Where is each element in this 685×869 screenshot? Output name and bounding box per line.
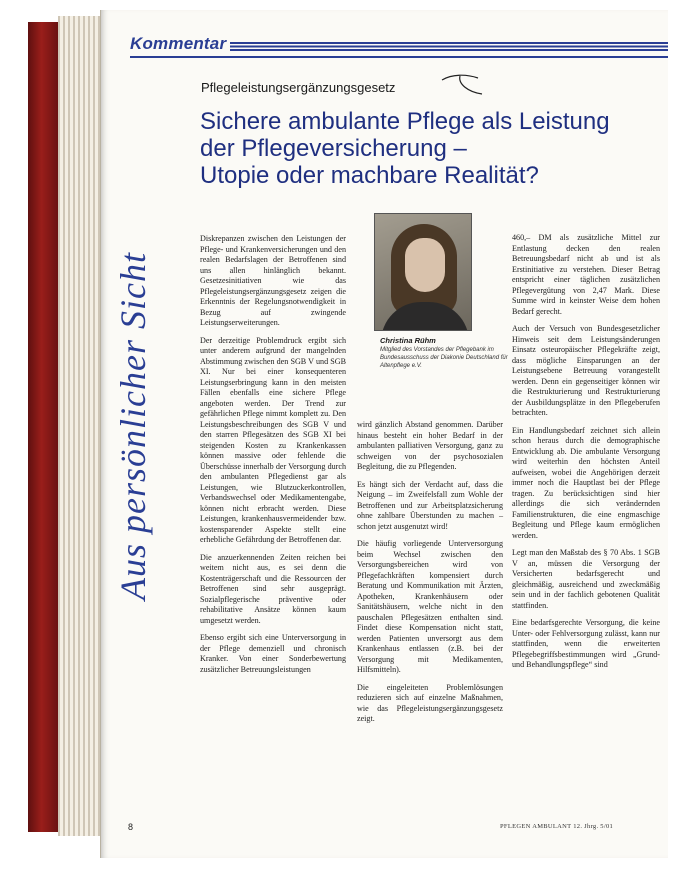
paragraph: 460,– DM als zusätzliche Mittel zur Entlastung decken den realen Betreuungsbedarf nicht ab und ist als Erstinitiative zu verstehen. Dieser Betrag entspricht einer täglichen zusätzlichen Pflegevergütung von 2,47 Mark. Diese Summe wird in keinster Weise dem hohen Bedarf gerecht. <box>512 233 660 316</box>
text-column-1 <box>200 234 346 682</box>
headline-line: der Pflegeversicherung – <box>200 135 467 162</box>
headline-line: Utopie oder machbare Realität? <box>200 162 539 189</box>
binder-spine <box>28 22 58 832</box>
page-number: 8 <box>128 822 134 832</box>
paragraph: Die anzuerkennenden Zeiten reichen bei weitem nicht aus, es sei denn die Kostenträgerschaft und die Ressourcen der Betroffenen sind sehr ausgeprägt. Sozialpflegerische präventive oder rehabilitative Ansätze können kaum umgesetzt werden. <box>200 552 346 625</box>
paragraph: wird gänzlich Abstand genommen. Darüber hinaus besteht ein hoher Bedarf in der ambulanten palliativen Versorgung, ganz zu schweigen von der psychosozialen Begleitung, die zu Pflegenden. <box>357 420 503 471</box>
paragraph: Eine bedarfsgerechte Versorgung, die keine Unter- oder Fehlversorgung zulässt, kann nur stattfinden, wenn die erweiterten Pflegebegriffsbestimmungen wird „Grund- und Behandlungspflege“ sind <box>512 618 660 669</box>
paragraph: Es hängt sich der Verdacht auf, dass die Neigung – im Zweifelsfall zum Wohle der Betroffenen und zur Arbeitsplatzsicherung ohne zahlbare Überstunden zu machen – schon jetzt ausgenutzt wird! <box>357 479 503 531</box>
section-header-underline <box>130 56 668 58</box>
page-edges <box>58 16 102 836</box>
paragraph: Die häufig vorliegende Unterversorgung beim Wechsel zwischen den Versorgungsbereichen wird von Pflegefachkräften kompensiert durch Beratung und Kommunikation mit Ärzten, Apotheken, Krankenhäusern oder Sanitätshäusern, welche nicht in den pauschalen Pflegesätzen enthalten sind. Findet diese Kompensation nicht statt, werden Patienten unversorgt aus dem Krankenhaus entlassen (z.B. bei der Versorgung mit Medikamenten, Hilfsmitteln). <box>357 539 503 674</box>
text-column-2 <box>357 420 503 732</box>
paragraph: Der derzeitige Problemdruck ergibt sich unter anderem aufgrund der mangelnden Abstimmung zwischen den SGB V und SGB XI. Nur bei einer konsequenteren Leistungserbringung kann in den meisten Fällen ebenfalls eine sichere Pflege angeboten werden. Der Trend zur gefährlichen Pflege nimmt komplett zu. Den Leistungsbeschreibungen des SGB V und den starren Pflegesätzen des SGB XI bei steigenden Kosten zu Krankenkassen können massive oder fehlende die Überschüsse innerhalb der Versorgung durch den ambulanten Pflegedienst gar als Leistungen, wie Blutzuckerkontrollen, Verbandswechsel oder Medikamentengabe, können nicht erbracht werden. Diese Leistungen, krankenhausvermeidender bzw. kostensparender Aspekte stellt eine erhebliche Gefährdung der Betroffenen dar. <box>200 335 346 544</box>
side-title: Aus persönlicher Sicht <box>113 252 153 600</box>
publication-footer: PFLEGEN AMBULANT 12. Jhrg. 5/01 <box>500 823 614 830</box>
paragraph: Die eingeleiteten Problemlösungen reduzieren sich auf einzelne Maßnahmen, wie das Pflegeleistungsergänzungsgesetz zeigt. <box>357 682 503 723</box>
author-photo <box>374 213 472 331</box>
headline-line: Sichere ambulante Pflege als Leistung <box>200 108 610 135</box>
text-column-3 <box>512 233 660 678</box>
author-role: Mitglied des Vorstandes der Pflegebank im Bundesausschuss der Diakonie Deutschland für Altenpflege e.V. <box>380 347 508 369</box>
article-kicker: Pflegeleistungsergänzungsgesetz <box>201 80 396 95</box>
paragraph: Auch der Versuch von Bundesgesetzlicher Hinweis seit dem Leistungsänderungen Einsatz osteuropäischer Pflegekräfte zeigt, dass mögliche Einsparungen an der Leistungsebene Betreuung vorangestellt werden. Denn ein gegenseitiger können wir die Restrukturierung und Restrukturierung der Ausbildungsplätze in den Pflegeberufen betrachten. <box>512 324 660 417</box>
paragraph: Diskrepanzen zwischen den Leistungen der Pflege- und Krankenversicherungen und den realen Bedarfslagen der Betroffenen sind uns allen hinlänglich bekannt. Gesetzesinitiativen wie das Pflegeleistungsergänzungsgesetz zeigen die Erkenntnis der Regelungsnotwendigkeit in Bezug auf zwingende Leistungserweiterungen. <box>200 234 346 327</box>
section-header <box>130 34 668 56</box>
paragraph: Ein Handlungsbedarf zeichnet sich allein schon heraus durch die demographische Entwicklung ab. Die ambulante Versorgung wird weiterhin den höchsten Anteil aufweisen, wobei die Angehörigen derzeit immer noch die Hauptlast bei der Pflege tragen. Zu berücksichtigen sind hier allerdings die sich verändernden Familienstrukturen, die eine engmaschige Begleitung und Pflege kaum ermöglichen werden. <box>512 425 660 540</box>
paragraph: Ebenso ergibt sich eine Unterversorgung in der Pflege demenziell und chronisch Kranker. Von einer Sonderbewertung zusätzlicher Betreuungsleistungen <box>200 633 346 674</box>
section-label: Kommentar <box>130 34 227 53</box>
handwritten-mark-icon <box>438 70 488 100</box>
article-headline <box>200 108 660 189</box>
section-header-rule <box>230 42 668 51</box>
paragraph: Legt man den Maßstab des § 70 Abs. 1 SGB V an, müssen die Versorgung der Versicherten bedarfsgerecht und gleichmäßig, ausreichend und zweckmäßig sein und in der fachlich gebotenen Qualität stattfinden. <box>512 548 660 610</box>
author-name: Christina Rühm <box>380 336 436 345</box>
